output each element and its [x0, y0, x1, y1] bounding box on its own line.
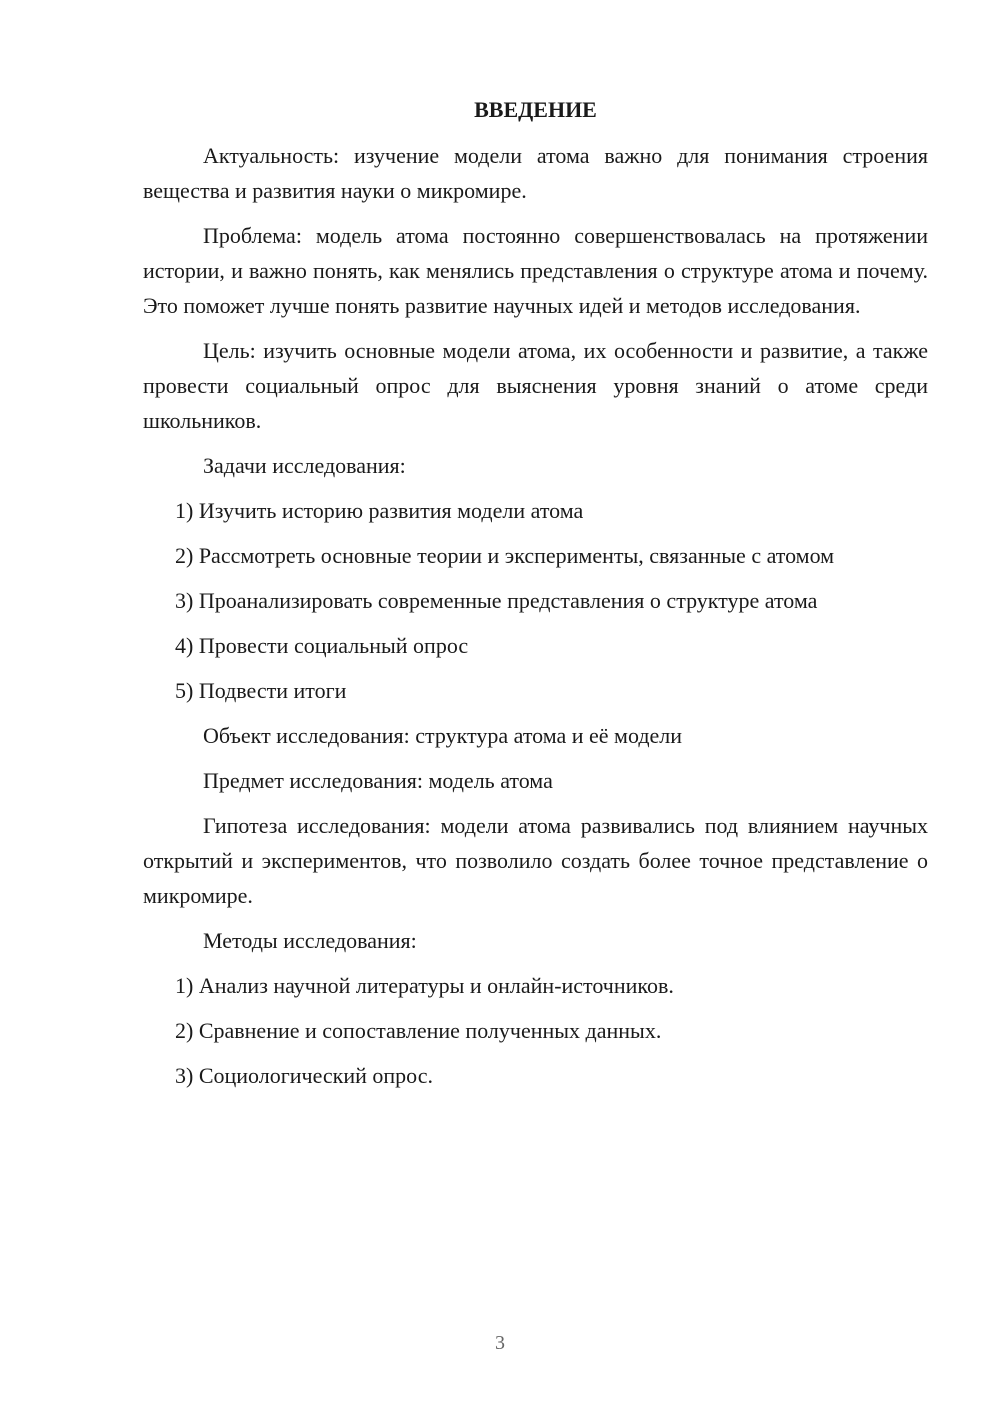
task-item: 4) Провести социальный опрос [175, 633, 469, 658]
task-item: 5) Подвести итоги [175, 678, 347, 703]
hypothesis-paragraph: Гипотеза исследования: модели атома развивались под влиянием научных открытий и экспериментов, что позволило создать более точное представление о микромире. [143, 813, 928, 908]
relevance-paragraph: Актуальность: изучение модели атома важно для понимания строения вещества и развития науки о микромире. [143, 143, 928, 203]
subject-paragraph: Предмет исследования: модель атома [203, 768, 553, 793]
methods-heading: Методы исследования: [203, 928, 417, 953]
page-number: 3 [495, 1332, 505, 1354]
problem-paragraph: Проблема: модель атома постоянно совершенствовалась на протяжении истории, и важно понять, как менялись представления о структуре атома и почему. Это поможет лучше понять развитие научных идей и методов исследования. [143, 223, 928, 318]
method-item: 2) Сравнение и сопоставление полученных данных. [175, 1018, 662, 1043]
tasks-heading: Задачи исследования: [203, 453, 406, 478]
task-item: 1) Изучить историю развития модели атома [175, 498, 584, 523]
object-paragraph: Объект исследования: структура атома и её модели [203, 723, 683, 748]
section-title: ВВЕДЕНИЕ [474, 97, 597, 122]
task-item: 3) Проанализировать современные представления о структуре атома [175, 588, 818, 613]
goal-paragraph: Цель: изучить основные модели атома, их особенности и развитие, а также провести социальный опрос для выяснения уровня знаний о атоме среди школьников. [143, 338, 928, 433]
method-item: 1) Анализ научной литературы и онлайн-источников. [175, 973, 674, 998]
task-item: 2) Рассмотреть основные теории и эксперименты, связанные с атомом [175, 543, 835, 568]
method-item: 3) Социологический опрос. [175, 1063, 433, 1088]
document-page [143, 92, 928, 1103]
